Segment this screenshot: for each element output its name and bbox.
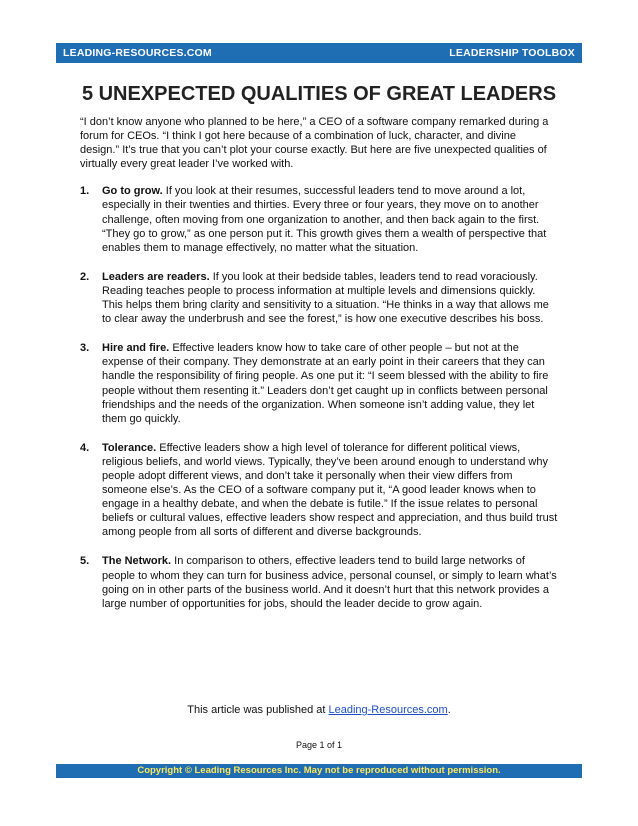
list-item bbox=[80, 441, 558, 540]
item-body bbox=[102, 184, 558, 254]
item-title: Go to grow. bbox=[102, 185, 163, 198]
item-text: Effective leaders know how to take care of other people – but not at the expense of their company. They demonstrate at an early point in their careers that they can handle the responsibility of firing people. As one put it: “I seem blessed with the ability to fire people without them resenting it.” Leaders don’t get caught up in conflicts between personal friendships and the needs of the organization. When someone isn’t adding value, they let them go quickly. bbox=[102, 342, 549, 425]
item-title: The Network. bbox=[102, 555, 172, 568]
item-body bbox=[102, 441, 558, 540]
item-text: If you look at their bedside tables, leaders tend to read voraciously. Reading teaches people to process information at multiple levels and dimensions quickly. This helps them bring clarity and sensitivity to a situation. “He thinks in a way that allows me to clear away the underbrush and see the forest,” is how one executive describes his boss. bbox=[102, 270, 549, 326]
list-item bbox=[80, 184, 558, 254]
published-suffix: . bbox=[447, 704, 451, 716]
footer-bar bbox=[56, 764, 582, 778]
item-text: If you look at their resumes, successful leaders tend to move around a lot, especially in their twenties and thirties. Every three or four years, they move on to another challenge, often moving from one organization to another, and then back again to the first. “They go to grow,” as one person put it. This growth gives them a wealth of perspective that enables them to manage effectively, no matter what the situation. bbox=[102, 185, 547, 254]
intro-paragraph: “I don’t know anyone who planned to be here,” a CEO of a software company remarked during a forum for CEOs. “I think I got here because of a combination of luck, character, and divine design.” It’s true that you can’t plot your course exactly. But here are five unexpected qualities of virtually every great leader I’ve worked with. bbox=[80, 116, 549, 171]
item-number: 4. bbox=[80, 441, 90, 454]
qualities-list bbox=[80, 184, 558, 610]
item-number: 5. bbox=[80, 555, 90, 568]
list-item bbox=[80, 554, 558, 610]
leading-resources-link[interactable]: Leading-Resources.com bbox=[328, 704, 448, 716]
site-name: LEADING-RESOURCES.COM bbox=[63, 47, 212, 59]
header-bar bbox=[56, 43, 582, 63]
list-item bbox=[80, 341, 558, 426]
list-item bbox=[80, 270, 558, 326]
article-body bbox=[80, 115, 558, 626]
item-number: 2. bbox=[80, 270, 90, 283]
item-title: Hire and fire. bbox=[102, 342, 170, 355]
page-title: 5 UNEXPECTED QUALITIES OF GREAT LEADERS bbox=[81, 83, 557, 105]
section-name: LEADERSHIP TOOLBOX bbox=[449, 47, 575, 59]
published-prefix: This article was published at bbox=[187, 704, 329, 716]
item-text: In comparison to others, effective leaders tend to build large networks of people to whom they can turn for business advice, personal counsel, or simply to learn what’s going on in other parts of the business world. And it doesn’t hurt that this network provides a large number of opportunities for jobs, should the leader decide to grow again. bbox=[102, 555, 557, 610]
page-number: Page 1 of 1 bbox=[295, 740, 343, 750]
copyright-text: Copyright © Leading Resources Inc. May not be reproduced without permission. bbox=[137, 765, 501, 776]
item-number: 3. bbox=[80, 342, 90, 355]
item-title: Leaders are readers. bbox=[102, 270, 210, 283]
item-number: 1. bbox=[80, 185, 90, 198]
item-body bbox=[102, 341, 558, 426]
item-text: Effective leaders show a high level of tolerance for different political views, religious beliefs, and world views. Typically, they’ve been around enough to understand why people adopt different views, and don’t take it personally when their view differs from someone else’s. As the CEO of a software company put it, “A good leader knows when to engage in a healthy debate, and when the debate is futile.” If the issue relates to personal beliefs or cultural values, effective leaders show respect and appreciation, and thus build trust among people from all sorts of different and diverse backgrounds. bbox=[102, 441, 558, 539]
published-note bbox=[0, 704, 638, 716]
item-title: Tolerance. bbox=[102, 441, 157, 454]
item-body bbox=[102, 270, 558, 326]
item-body bbox=[102, 554, 558, 610]
